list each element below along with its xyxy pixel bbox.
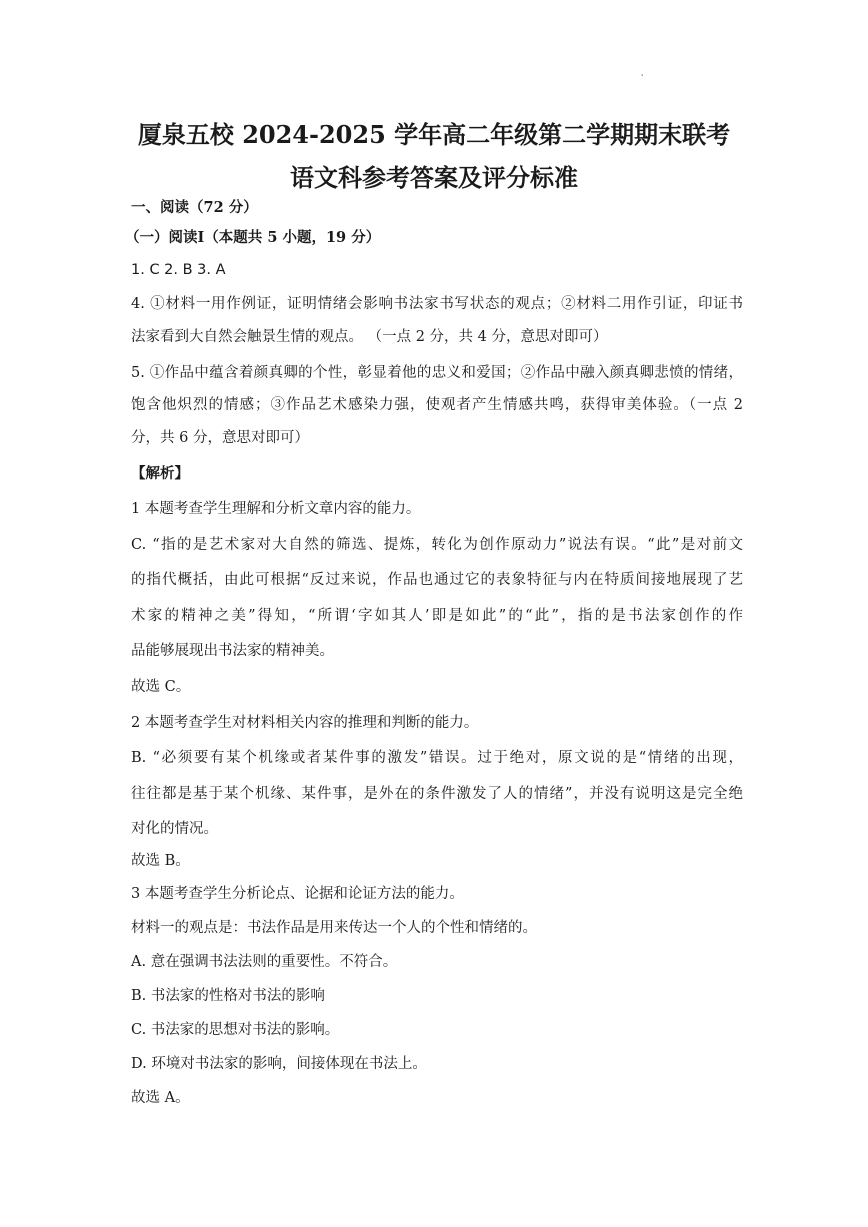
analysis-1-line: 品能够展现出书法家的精神美。: [131, 643, 334, 659]
analysis-3-line: 材料一的观点是：书法作品是用来传达一个人的个性和情绪的。: [131, 920, 537, 936]
q5-answer-line: 分，共 6 分，意思对即可）: [131, 430, 309, 446]
analysis-1-line: 术家的精神之美”得知，“所谓‘字如其人’即是如此”的“此”，指的是书法家创作的作: [131, 608, 743, 624]
analysis-3-option: C. 书法家的思想对书法的影响。: [131, 1022, 340, 1038]
multiple-choice-answers: 1. C 2. B 3. A: [131, 262, 226, 278]
analysis-2-line: B. “必须要有某个机缘或者某件事的激发”错误。过于绝对，原文说的是“情绪的出现，: [131, 750, 743, 766]
analysis-3-option: D. 环境对书法家的影响，间接体现在书法上。: [131, 1056, 427, 1072]
analysis-1-line: C. “指的是艺术家对大自然的筛选、提炼，转化为创作原动力”说法有误。“此”是对前文: [131, 537, 743, 553]
analysis-2-line: 往往都是基于某个机缘、某件事，是外在的条件激发了人的情绪”，并没有说明这是完全绝: [131, 786, 743, 802]
q5-answer-line: 5. ①作品中蕴含着颜真卿的个性，彰显着他的忠义和爱国；②作品中融入颜真卿悲愤的情绪，: [131, 365, 743, 381]
analysis-heading: 【解析】: [131, 465, 189, 482]
analysis-1-line: 的指代概括，由此可根据“反过来说，作品也通过它的表象特征与内在特质间接地展现了艺: [131, 572, 743, 588]
q5-answer-line: 饱含他炽烈的情感；③作品艺术感染力强，使观者产生情感共鸣，获得审美体验。（一点 2: [131, 397, 743, 413]
analysis-1-line: 1 本题考查学生理解和分析文章内容的能力。: [131, 501, 421, 517]
document-subtitle: 语文科参考答案及评分标准: [290, 163, 578, 192]
q4-answer-line: 法家看到大自然会触景生情的观点。 （一点 2 分，共 4 分，意思对即可）: [131, 329, 608, 345]
analysis-2-choice: 故选 B。: [131, 853, 190, 869]
analysis-1-choice: 故选 C。: [131, 679, 191, 695]
header-mark: ': [641, 73, 644, 82]
analysis-3-choice: 故选 A。: [131, 1090, 190, 1106]
analysis-3-option: A. 意在强调书法法则的重要性。不符合。: [131, 954, 398, 970]
document-title: 厦泉五校 2024-2025 学年高二年级第二学期期末联考: [137, 120, 731, 149]
analysis-3-option: B. 书法家的性格对书法的影响: [131, 988, 325, 1004]
analysis-3-line: 3 本题考查学生分析论点、论据和论证方法的能力。: [131, 886, 464, 902]
analysis-2-line: 对化的情况。: [131, 821, 218, 837]
q4-answer-line: 4. ①材料一用作例证，证明情绪会影响书法家书写状态的观点；②材料二用作引证，印证书: [131, 296, 743, 312]
section-heading: 一、阅读（72 分）: [131, 199, 258, 216]
analysis-2-line: 2 本题考查学生对材料相关内容的推理和判断的能力。: [131, 715, 479, 731]
subsection-heading: （一）阅读Ⅰ（本题共 5 小题，19 分）: [125, 229, 381, 246]
